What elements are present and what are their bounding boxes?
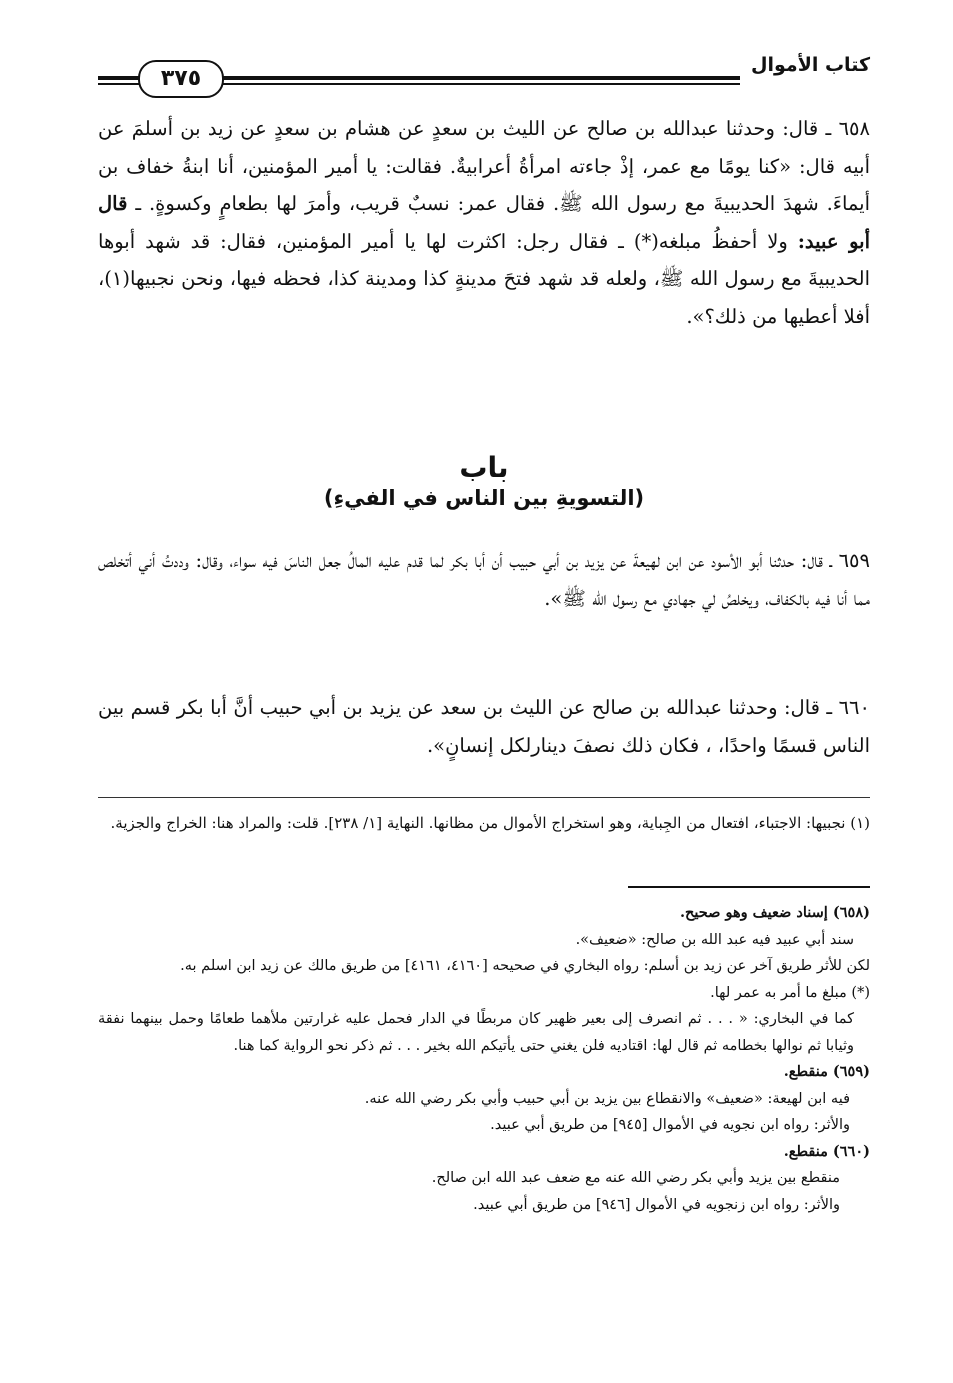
takhrij-658-line-1: سند أبي عبيد فيه عبد الله بن صالح: «ضعيف». xyxy=(575,931,854,948)
running-title: كتاب الأموال xyxy=(751,54,870,76)
hadith-658-text-end: ولا أحفظُ مبلغه(*) ـ فقال رجل: اكثرت لها يا أمير المؤمنين، فقال: قد شهد أبوها الحديبيةَ مع رسول الله ﷺ، ولعله قد شهد فتحَ مدينةٍ كذا ومدينة كذا، فحظه فيها، ونحن نجبيها(١)، أفلا أعطيها من ذلك؟». xyxy=(98,229,870,328)
hadith-660-text: ٦٦٠ ـ قال: وحدثنا عبدالله بن صالح عن الليث بن سعد عن يزيد بن أبي حبيب أنَّ أبا بكر قسم بين الناس قسمًا واحدًا، ، فكان ذلك نصفَ دينارلكل إنسانٍ». xyxy=(98,696,870,757)
takhrij-660-line-1: منقطع بين يزيد وأبي بكر رضي الله عنه مع ضعف عبد الله ابن صالح. xyxy=(431,1170,840,1186)
hadith-660-paragraph xyxy=(98,689,870,764)
footnote xyxy=(98,810,870,837)
takhrij-star-note: (*) مبلغ ما أمر به عمر لها. xyxy=(710,984,870,1001)
takhrij-659-heading: (٦٥٩) منقطع. xyxy=(783,1063,870,1080)
takhrij-658-heading: (٦٥٨) إسناد ضعيف وهو صحيح. xyxy=(679,904,870,921)
takhrij-660-line-2: والأثر: رواه ابن زنجويه في الأموال [٩٤٦] من طريق أبي عبيد. xyxy=(473,1196,840,1213)
page-header xyxy=(98,52,870,98)
abu-ubaid-label: قال أبو عبيد: xyxy=(98,192,870,253)
page-number: ٣٧٥ xyxy=(138,60,224,98)
hadith-659-paragraph xyxy=(98,542,870,617)
takhrij-658-line-2: لكن للأثر طريق آخر عن زيد بن أسلم: رواه البخاري في صحيحه [٤١٦٠، ٤١٦١] من طريق مالك عن زيد ابن اسلم به. xyxy=(180,958,870,974)
takhrij-659-line-2: والأثر: رواه ابن نجويه في الأموال [٩٤٥] من طريق أبي عبيد. xyxy=(490,1117,850,1133)
chapter-subtitle: (التسويةِ بين الناس في الفيءِ) xyxy=(323,486,645,510)
hadith-658-text-start: ٦٥٨ ـ قال: وحدثنا عبدالله بن صالح عن الليث بن سعدٍ عن هشام بن سعدٍ عن زيد بن أسلمَ عن أبيه قال: «كنا يومًا مع عمر، إذْ جاءته امرأةُ أعرابيةٌ. فقالت: يا أمير المؤمنين، أنا ابنةُ خفاف بن أيماءَ. شهدَ الحديبيةَ مع رسول الله ﷺ. فقال عمر: نسبٌ قريب، وأمرَ لها بطعامٍ وكسوةٍ. ـ xyxy=(98,117,870,215)
takhrij-notes xyxy=(98,900,870,1218)
takhrij-659-line-1: فيه ابن لهيعة: «ضعيف» والانقطاع بين يزيد بن أبي حبيب وأبي بكر رضي الله عنه. xyxy=(364,1090,850,1107)
takhrij-star-line: كما في البخاري: « . . . ثم انصرف إلى بعير ظهير كان مربطًا في الدار فحمل عليه غرارتين ملأهما طعامًا وحمل بينهما نفقة وثيابا ثم نوالها بخطامه ثم قال لها: اقتاديه فلن يغني حتى يأتيكم الله بخير . . . ثم ذكر نحو الرواية كما هنا. xyxy=(98,1011,854,1054)
hadith-659-text: ٦٥٩ ـ قال: حدثنا أبو الأسود عن ابن لهيعةَ عن يزيد بن أبي حبيب أن أبا بكر لما قدم عليه المالُ جعل الناسَ فيه سواء، وقال: وددتُ أني أتخلص مما أنا فيه بالكفاف، ويخلصُ لي جهادي مع رسول الله ﷺ». xyxy=(98,549,870,610)
takhrij-rule xyxy=(628,886,870,888)
footnote-1-text: (١) نجبيها: الاجتباء، افتعال من الجِباية، وهو استخراج الأموال من مظانها. النهاية [١/ ٢٣٨]. قلت: والمراد هنا: الخراج والجزية. xyxy=(110,814,870,832)
footnote-rule xyxy=(98,797,870,798)
takhrij-660-heading: (٦٦٠) منقطع. xyxy=(783,1142,870,1160)
chapter-title: باب xyxy=(459,451,509,484)
hadith-658-paragraph xyxy=(98,110,870,335)
